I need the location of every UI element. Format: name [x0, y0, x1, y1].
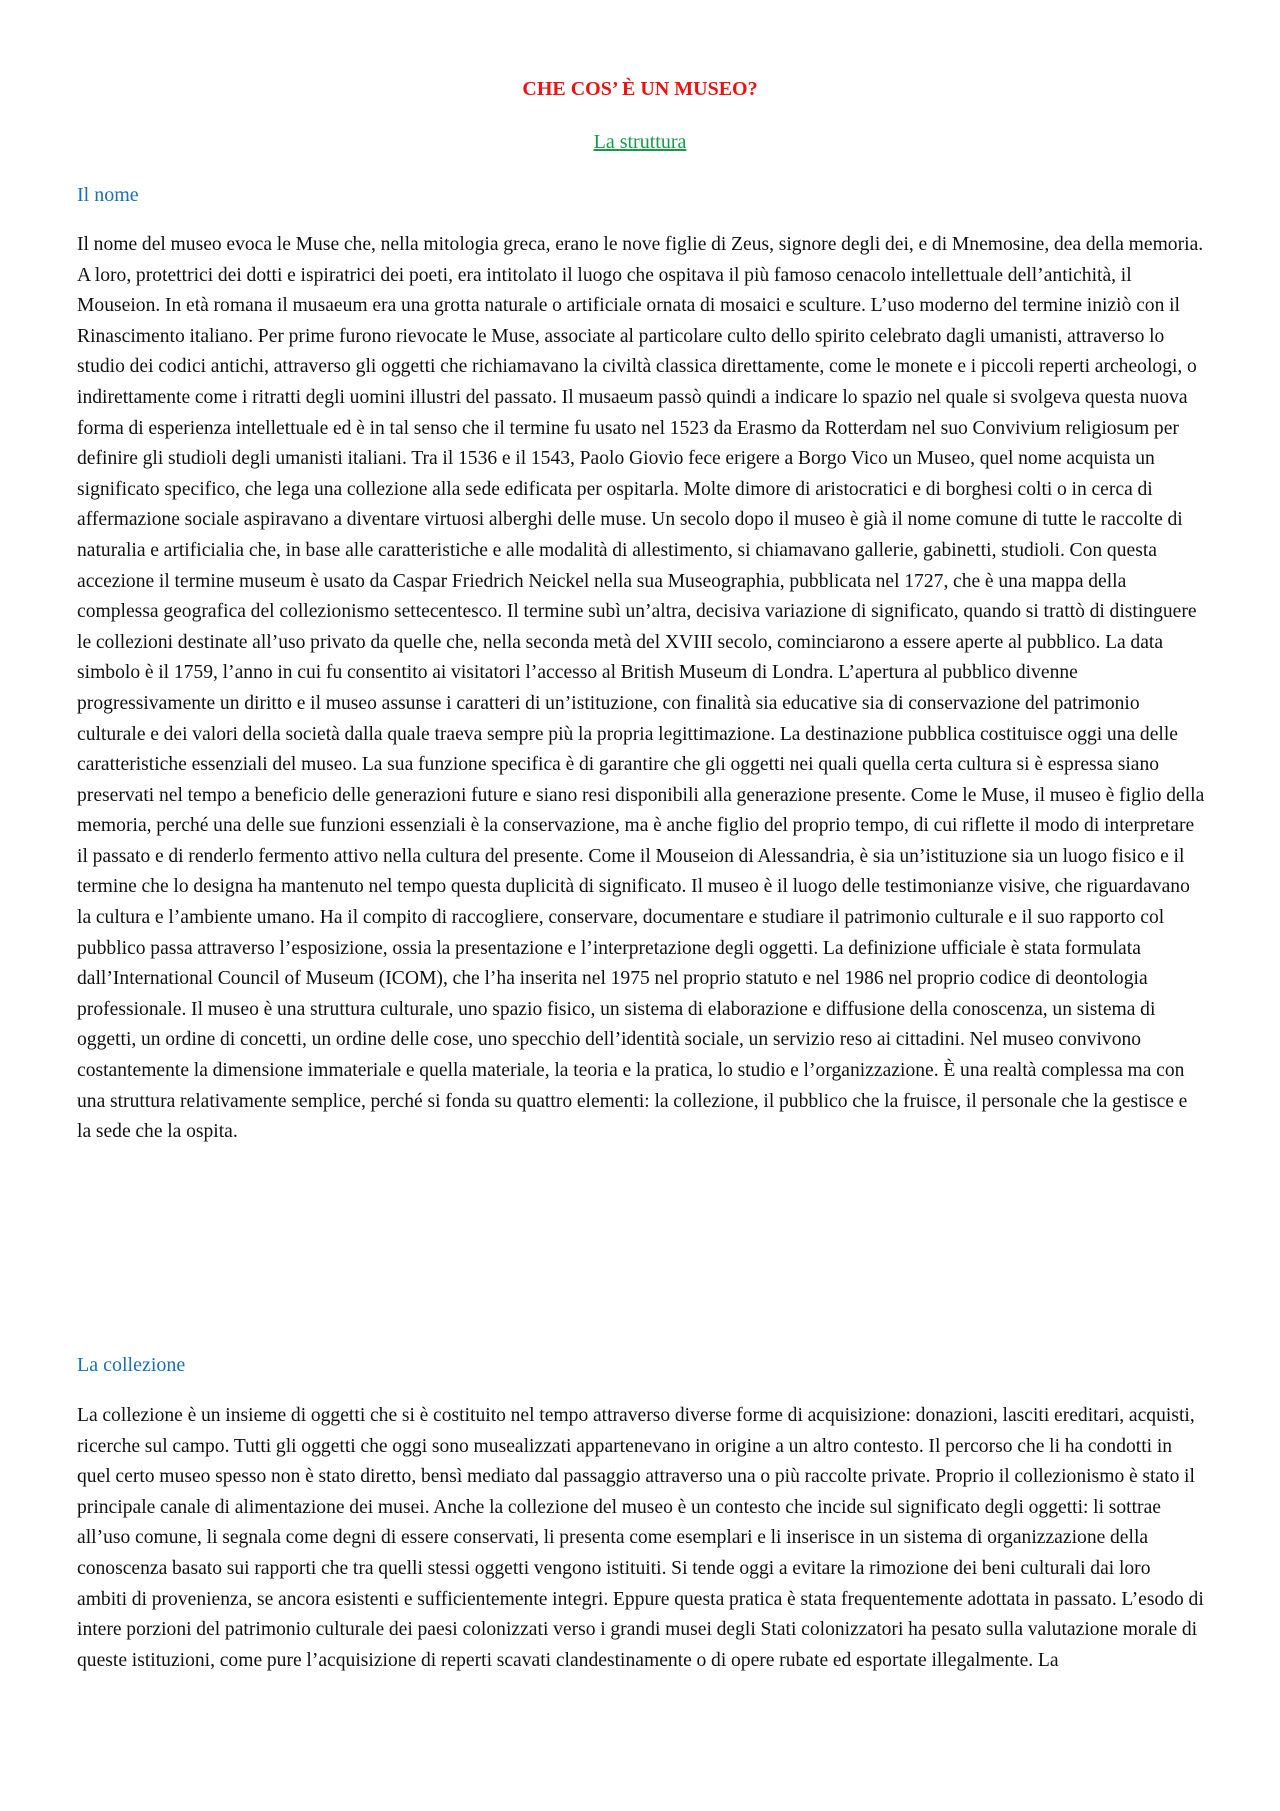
section-heading-il-nome: Il nome [77, 184, 139, 206]
document-title: CHE COS’ È UN MUSEO? [522, 78, 758, 100]
section-heading-la-collezione: La collezione [77, 1354, 186, 1376]
section-paragraph-il-nome: Il nome del museo evoca le Muse che, nella mitologia greca, erano le nove figlie di Zeus, signore degli dei, e di Mnemosine, dea della memoria. A loro, protettrici dei dotti e ispiratrici dei poeti, era intitolato il luogo che ospitava il più famoso cenacolo intellettuale dell’antichità, il Mouseion. In età romana il musaeum era una grotta naturale o artificiale ornata di mosaici e sculture. L’uso moderno del termine iniziò con il Rinascimento italiano. Per prime furono rievocate le Muse, associate al particolare culto dello spirito celebrato dagli umanisti, attraverso lo studio dei codici antichi, attraverso gli oggetti che richiamavano la civiltà classica direttamente, come le monete e i piccoli reperti archeologi, o indirettamente come i ritratti degli uomini illustri del passato. Il musaeum passò quindi a indicare lo spazio nel quale si svolgeva questa nuova forma di esperienza intellettuale ed è in tal senso che il termine fu usato nel 1523 da Erasmo da Rotterdam nel suo Convivium religiosum per definire gli studioli degli umanisti italiani. Tra il 1536 e il 1543, Paolo Giovio fece erigere a Borgo Vico un Museo, quel nome acquista un significato specifico, che lega una collezione alla sede edificata per ospitarla. Molte dimore di aristocratici e di borghesi colti o in cerca di affermazione sociale aspiravano a diventare virtuosi alberghi delle muse. Un secolo dopo il museo è già il nome comune di tutte le raccolte di naturalia e artificialia che, in base alle caratteristiche e alle modalità di allestimento, si chiamavano gallerie, gabinetti, studioli. Con questa accezione il termine museum è usato da Caspar Friedrich Neickel nella sua Museographia, pubblicata nel 1727, che è una mappa della complessa geografica del collezionismo settecentesco. Il termine subì un’altra, decisiva variazione di significato, quando si trattò di distinguere le collezioni destinate all’uso privato da quelle che, nella seconda metà del XVIII secolo, cominciarono a essere aperte al pubblico. La data simbolo è il 1759, l’anno in cui fu consentito ai visitatori l’accesso al British Museum di Londra. L’apertura al pubblico divenne progressivamente un diritto e il museo assunse i caratteri di un’istituzione, con finalità sia educative sia di conservazione del patrimonio culturale e dei valori della società dalla quale traeva sempre più la propria legittimazione. La destinazione pubblica costituisce oggi una delle caratteristiche essenziali del museo. La sua funzione specifica è di garantire che gli oggetti nei quali quella certa cultura si è espressa siano preservati nel tempo a beneficio delle generazioni future e siano resi disponibili alla generazione presente. Come le Muse, il museo è figlio della memoria, perché una delle sue funzioni essenziali è la conservazione, ma è anche figlio del proprio tempo, di cui riflette il modo di interpretare il passato e di renderlo fermento attivo nella cultura del presente. Come il Mouseion di Alessandria, è sia un’istituzione sia un luogo fisico e il termine che lo designa ha mantenuto nel tempo questa duplicità di significato. Il museo è il luogo delle testimonianze visive, che riguardavano la cultura e l’ambiente umano. Ha il compito di raccogliere, conservare, documentare e studiare il patrimonio culturale e il suo rapporto col pubblico passa attraverso l’esposizione, ossia la presentazione e l’interpretazione degli oggetti. La definizione ufficiale è stata formulata dall’International Council of Museum (ICOM), che l’ha inserita nel 1975 nel proprio statuto e nel 1986 nel proprio codice di deontologia professionale. Il museo è una struttura culturale, uno spazio fisico, un sistema di elaborazione e diffusione della conoscenza, un sistema di oggetti, un ordine di concetti, un ordine delle cose, uno specchio dell’identità sociale, un servizio reso ai cittadini. Nel museo convivono costantemente la dimensione immateriale e quella materiale, la teoria e la pratica, lo studio e l’organizzazione. È una realtà complessa ma con una struttura relativamente semplice, perché si fonda su quattro elementi: la collezione, il pubblico che la fruisce, il personale che la gestisce e la sede che la ospita. [77, 234, 1205, 1143]
section-paragraph-la-collezione: La collezione è un insieme di oggetti che si è costituito nel tempo attraverso diverse forme di acquisizione: donazioni, lasciti ereditari, acquisti, ricerche sul campo. Tutti gli oggetti che oggi sono musealizzati appartenevano in origine a un altro contesto. Il percorso che li ha condotti in quel certo museo spesso non è stato diretto, bensì mediato dal passaggio attraverso una o più raccolte private. Proprio il collezionismo è stato il principale canale di alimentazione dei musei. Anche la collezione del museo è un contesto che incide sul significato degli oggetti: li sottrae all’uso comune, li segnala come degni di essere conservati, li presenta come esemplari e li inserisce in un sistema di organizzazione della conoscenza basato sui rapporti che tra quelli stessi oggetti vengono istituiti. Si tende oggi a evitare la rimozione dei beni culturali dai loro ambiti di provenienza, se ancora esistenti e sufficientemente integri. Eppure questa pratica è stata frequentemente adottata in passato. L’esodo di intere porzioni del patrimonio culturale dei paesi colonizzati verso i grandi musei degli Stati colonizzatori ha pesato sulla valutazione morale di queste istituzioni, come pure l’acquisizione di reperti scavati clandestinamente o di opere rubate ed esportate illegalmente. La [77, 1405, 1204, 1671]
document-subtitle[interactable]: La struttura [593, 131, 687, 153]
